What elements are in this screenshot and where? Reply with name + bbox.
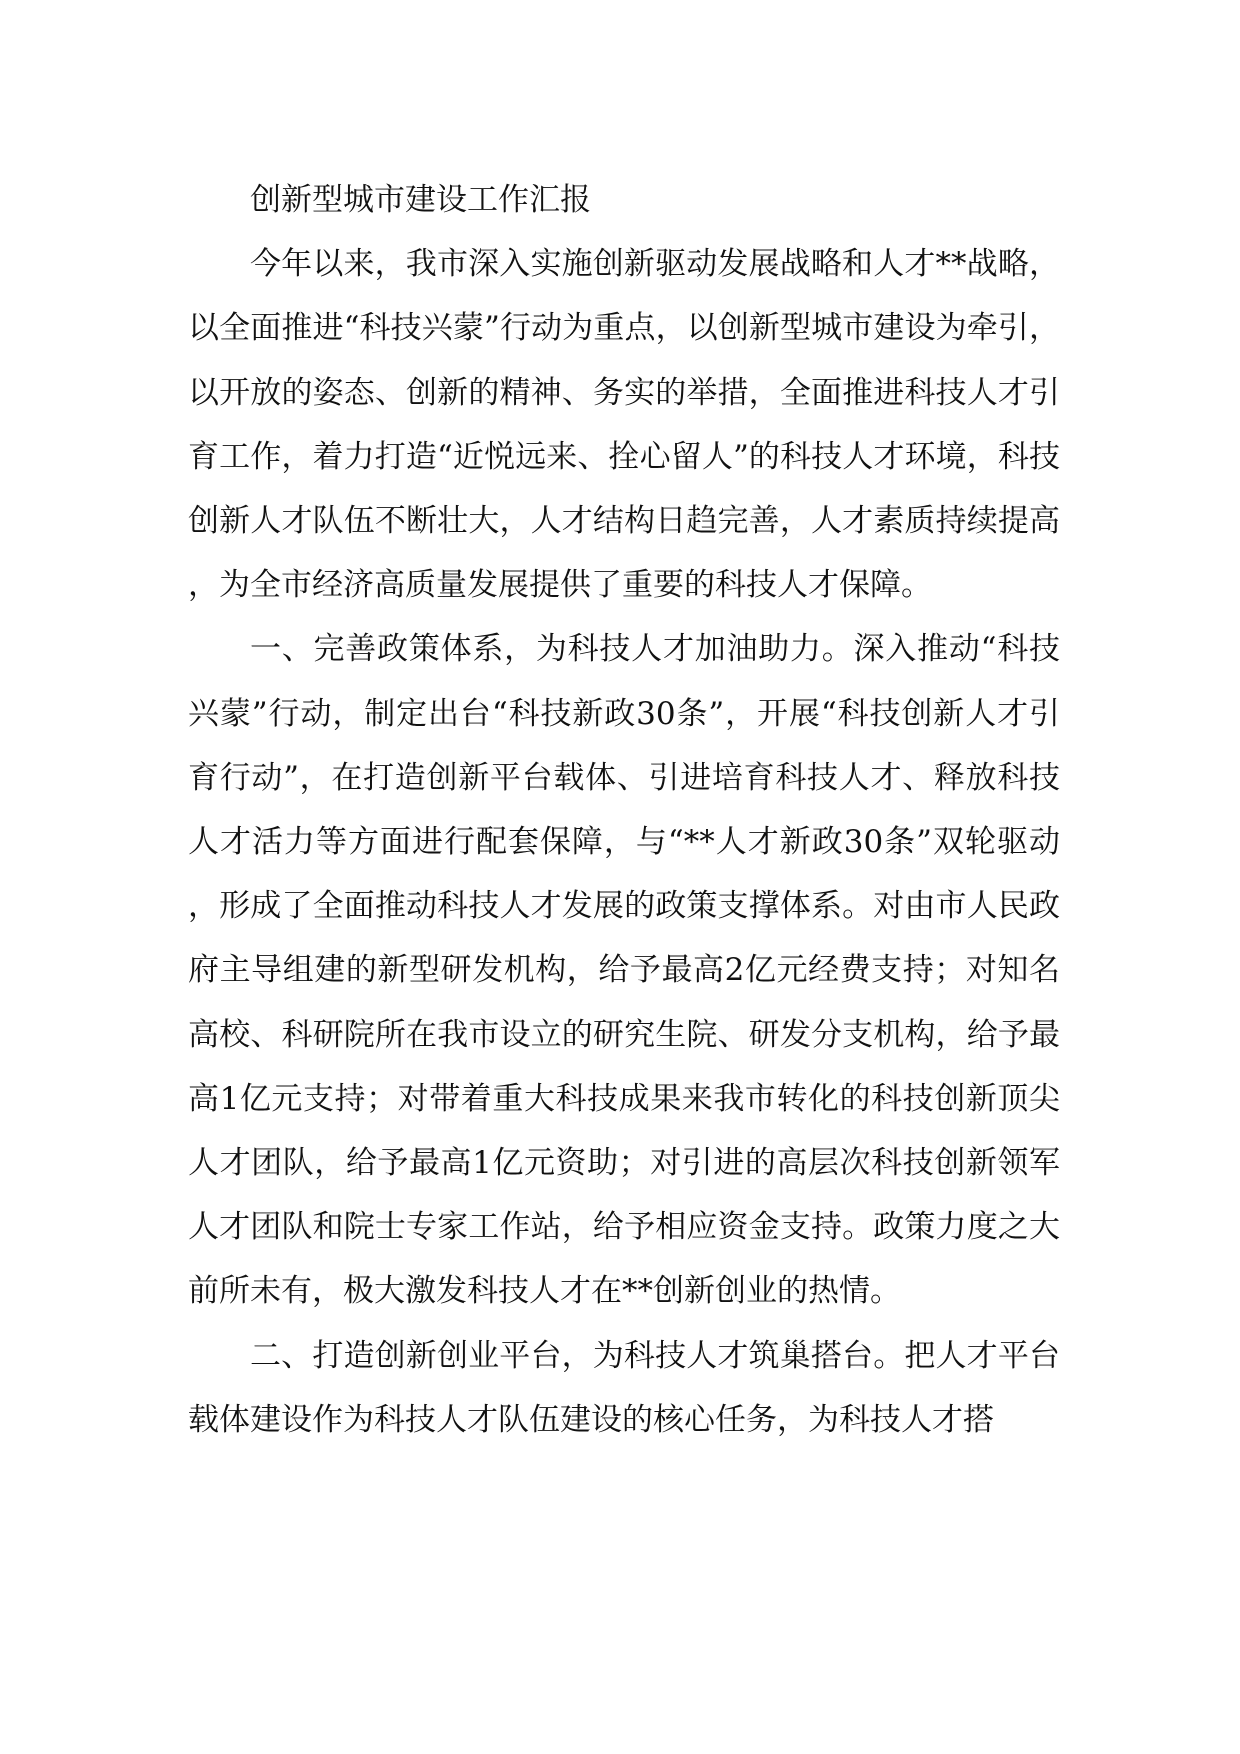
paragraph-intro: 今年以来，我市深入实施创新驱动发展战略和人才**战略，以全面推进“科技兴蒙”行动为重点，以创新型城市建设为牵引，以开放的姿态、创新的精神、务实的举措，全面推进科技人才引育工作，着力打造“近悦远来、拴心留人”的科技人才环境，科技创新人才队伍不断壮大，人才结构日趋完善，人才素质持续提高，为全市经济高质量发展提供了重要的科技人才保障。	[188, 246, 1060, 604]
document-title: 创新型城市建设工作汇报	[250, 182, 591, 218]
paragraph-policy-system: 一、完善政策体系，为科技人才加油助力。深入推动“科技兴蒙”行动，制定出台“科技新政30条”，开展“科技创新人才引育行动”，在打造创新平台载体、引进培育科技人才、释放科技人才活力等方面进行配套保障，与“**人才新政30条”双轮驱动，形成了全面推动科技人才发展的政策支撑体系。对由市人民政府主导组建的新型研发机构，给予最高2亿元经费支持；对知名高校、科研院所在我市设立的研究生院、研发分支机构，给予最高1亿元支持；对带着重大科技成果来我市转化的科技创新顶尖人才团队，给予最高1亿元资助；对引进的高层次科技创新领军人才团队和院士专家工作站，给予相应资金支持。政策力度之大前所未有，极大激发科技人才在**创新创业的热情。	[188, 631, 1060, 1310]
paragraph-innovation-platform: 二、打造创新创业平台，为科技人才筑巢搭台。把人才平台载体建设作为科技人才队伍建设的核心任务，为科技人才搭	[188, 1337, 1060, 1438]
document-body	[188, 168, 1060, 1452]
